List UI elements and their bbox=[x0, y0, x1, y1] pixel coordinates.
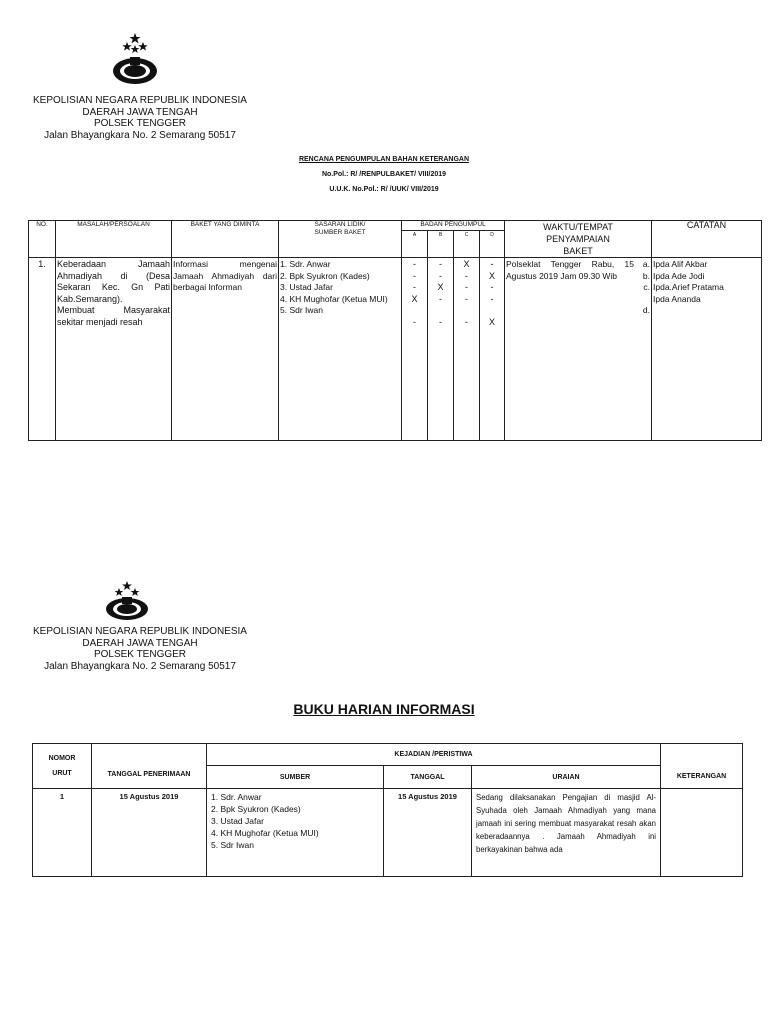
row-masalah-2: Membuat Masyarakat sekitar menjadi resah bbox=[57, 305, 170, 327]
mark-c: - bbox=[465, 282, 468, 292]
catatan-item: Ipda Alif Akbar bbox=[653, 259, 708, 269]
sumber-item: 2. Bpk Syukron (Kades) bbox=[211, 804, 301, 814]
mark-b: - bbox=[439, 259, 442, 269]
row-col-c bbox=[454, 258, 480, 441]
letterhead-2-line-3: POLSEK TENGGER bbox=[93, 649, 187, 660]
mark-c: X bbox=[463, 259, 470, 269]
row-waktu-text: Polseklat Tengger Rabu, 15 Agustus 2019 Jam 09.30 Wib bbox=[506, 259, 634, 281]
letterhead-line-2: DAERAH JAWA TENGAH bbox=[82, 106, 198, 118]
sasaran-item: 3. Ustad Jafar bbox=[280, 282, 333, 292]
row-col-b bbox=[428, 258, 454, 441]
col-a: A bbox=[402, 231, 428, 258]
letterhead-2-address: Jalan Bhayangkara No. 2 Semarang 50517 bbox=[44, 660, 236, 672]
catatan-letters bbox=[643, 259, 650, 317]
sumber-item: 4. KH Mughofar (Ketua MUI) bbox=[211, 828, 319, 838]
doc1-nopol: No.Pol.: R/ /RENPULBAKET/ VIII/2019 bbox=[321, 171, 447, 178]
mark-d: - bbox=[490, 259, 494, 269]
row2-no: 1 bbox=[33, 789, 92, 877]
catatan-item: Ipda Ade Jodi bbox=[653, 270, 705, 281]
mark-d: - bbox=[490, 282, 494, 292]
col-kejadian: KEJADIAN /PERISTIWA bbox=[207, 744, 661, 766]
table-row bbox=[33, 789, 743, 877]
row-col-d bbox=[480, 258, 505, 441]
row-waktu bbox=[505, 258, 652, 441]
col-badan-pengumpul: BADAN PENGUMPUL bbox=[402, 221, 505, 231]
row-no: 1. bbox=[29, 258, 56, 441]
mark-b: - bbox=[439, 270, 442, 281]
catatan-item: Ipda Ananda bbox=[653, 293, 701, 304]
sumber-item: 1. Sdr. Anwar bbox=[211, 792, 262, 802]
letterhead-line-1: KEPOLISIAN NEGARA REPUBLIK INDONESIA bbox=[33, 95, 247, 106]
doc2-title: BUKU HARIAN INFORMASI bbox=[293, 701, 475, 717]
buku-harian-table bbox=[32, 743, 743, 877]
col-sasaran-line-1: SASARAN LIDIK/ bbox=[314, 221, 366, 228]
mark-a: - bbox=[413, 259, 416, 269]
letterhead-2-line-1: KEPOLISIAN NEGARA REPUBLIK INDONESIA bbox=[33, 626, 247, 637]
mark-c: - bbox=[465, 293, 468, 304]
mark-a: - bbox=[413, 316, 416, 327]
police-emblem-logo-2 bbox=[100, 580, 154, 622]
col-waktu-line-3: BAKET bbox=[563, 246, 593, 256]
mark-b: - bbox=[439, 293, 442, 304]
mark-d: X bbox=[488, 270, 495, 281]
doc1-uuk: U.U.K. No.Pol.: R/ /UUK/ VIII/2019 bbox=[329, 186, 439, 193]
row-baket: Informasi mengenai Jamaah Ahmadiyah dari berbagai Informan bbox=[172, 258, 279, 441]
col-no: NO. bbox=[29, 221, 56, 258]
sasaran-item: 1. Sdr. Anwar bbox=[280, 259, 331, 269]
col-keterangan: KETERANGAN bbox=[661, 744, 743, 789]
table-row bbox=[29, 258, 762, 441]
col-nomor-line-1: NOMOR bbox=[48, 755, 76, 762]
sasaran-item: 5. Sdr Iwan bbox=[280, 305, 323, 315]
letterhead-line-3: POLSEK TENGGER bbox=[93, 118, 187, 129]
col-masalah: MASALAH/PERSOALAN bbox=[56, 221, 172, 258]
row-masalah-1: Keberadaan Jamaah Ahmadiyah di (Desa Sekaran Kec. Gn Pati Kab.Semarang). bbox=[57, 259, 170, 304]
col-waktu-line-1: WAKTU/TEMPAT bbox=[543, 222, 613, 232]
catatan-item: Ipda.Arief Pratama bbox=[653, 282, 724, 292]
row-col-a bbox=[402, 258, 428, 441]
letterhead-2-line-2: DAERAH JAWA TENGAH bbox=[82, 637, 198, 649]
col-waktu bbox=[505, 221, 652, 258]
mark-c: - bbox=[465, 270, 468, 281]
col-catatan: CATATAN bbox=[652, 221, 762, 258]
row-masalah bbox=[56, 258, 172, 441]
mark-c: - bbox=[465, 316, 468, 327]
col-d: D bbox=[480, 231, 505, 258]
mark-d: X bbox=[488, 316, 495, 327]
row-sasaran bbox=[279, 258, 402, 441]
catatan-letter: d. bbox=[642, 305, 650, 315]
row2-tanggal-penerimaan: 15 Agustus 2019 bbox=[92, 789, 207, 877]
mark-a: - bbox=[413, 270, 416, 281]
col-sasaran-line-2: SUMBER BAKET bbox=[314, 229, 366, 236]
row2-sumber bbox=[207, 789, 384, 877]
sasaran-item: 4. KH Mughofar (Ketua MUI) bbox=[280, 293, 388, 304]
letterhead-2 bbox=[30, 626, 250, 672]
catatan-letter: b. bbox=[642, 270, 650, 281]
col-sasaran bbox=[279, 221, 402, 258]
col-b: B bbox=[428, 231, 454, 258]
mark-a: X bbox=[411, 293, 418, 304]
catatan-letter: a. bbox=[642, 259, 650, 269]
row2-uraian: Sedang dilaksanakan Pengajian di masjid Al-Syuhada oleh Jamaah Ahmadiyah yang mana jamaah ini sering membuat masyarakat resah akan keberadaannya . Jamaah Ahmadiyah ini berkayakinan bahwa ada bbox=[472, 789, 661, 877]
letterhead bbox=[30, 95, 250, 141]
mark-a: - bbox=[413, 282, 416, 292]
mark-b: X bbox=[437, 282, 444, 292]
col-nomor-line-2: URUT bbox=[52, 770, 72, 777]
sumber-item: 5. Sdr Iwan bbox=[211, 840, 254, 850]
col-waktu-line-2: PENYAMPAIAN bbox=[546, 234, 610, 244]
col-nomor-urut bbox=[33, 744, 92, 789]
police-emblem-logo bbox=[108, 31, 162, 87]
letterhead-address: Jalan Bhayangkara No. 2 Semarang 50517 bbox=[44, 129, 236, 141]
renpulbaket-table bbox=[28, 220, 762, 441]
col-uraian: URAIAN bbox=[472, 766, 661, 789]
row2-tanggal: 15 Agustus 2019 bbox=[384, 789, 472, 877]
col-tanggal: TANGGAL bbox=[384, 766, 472, 789]
row-catatan bbox=[652, 258, 762, 441]
sasaran-item: 2. Bpk Syukron (Kades) bbox=[280, 270, 370, 281]
mark-d: - bbox=[490, 293, 494, 304]
doc1-title-block bbox=[0, 152, 768, 197]
col-c: C bbox=[454, 231, 480, 258]
col-sumber: SUMBER bbox=[207, 766, 384, 789]
col-tanggal-penerimaan: TANGGAL PENERIMAAN bbox=[92, 744, 207, 789]
catatan-letter: c. bbox=[643, 282, 650, 292]
col-baket: BAKET YANG DIMINTA bbox=[172, 221, 279, 258]
doc1-title: RENCANA PENGUMPULAN BAHAN KETERANGAN bbox=[298, 156, 470, 163]
mark-b: - bbox=[439, 316, 442, 327]
sumber-item: 3. Ustad Jafar bbox=[211, 816, 264, 826]
row2-keterangan bbox=[661, 789, 743, 877]
